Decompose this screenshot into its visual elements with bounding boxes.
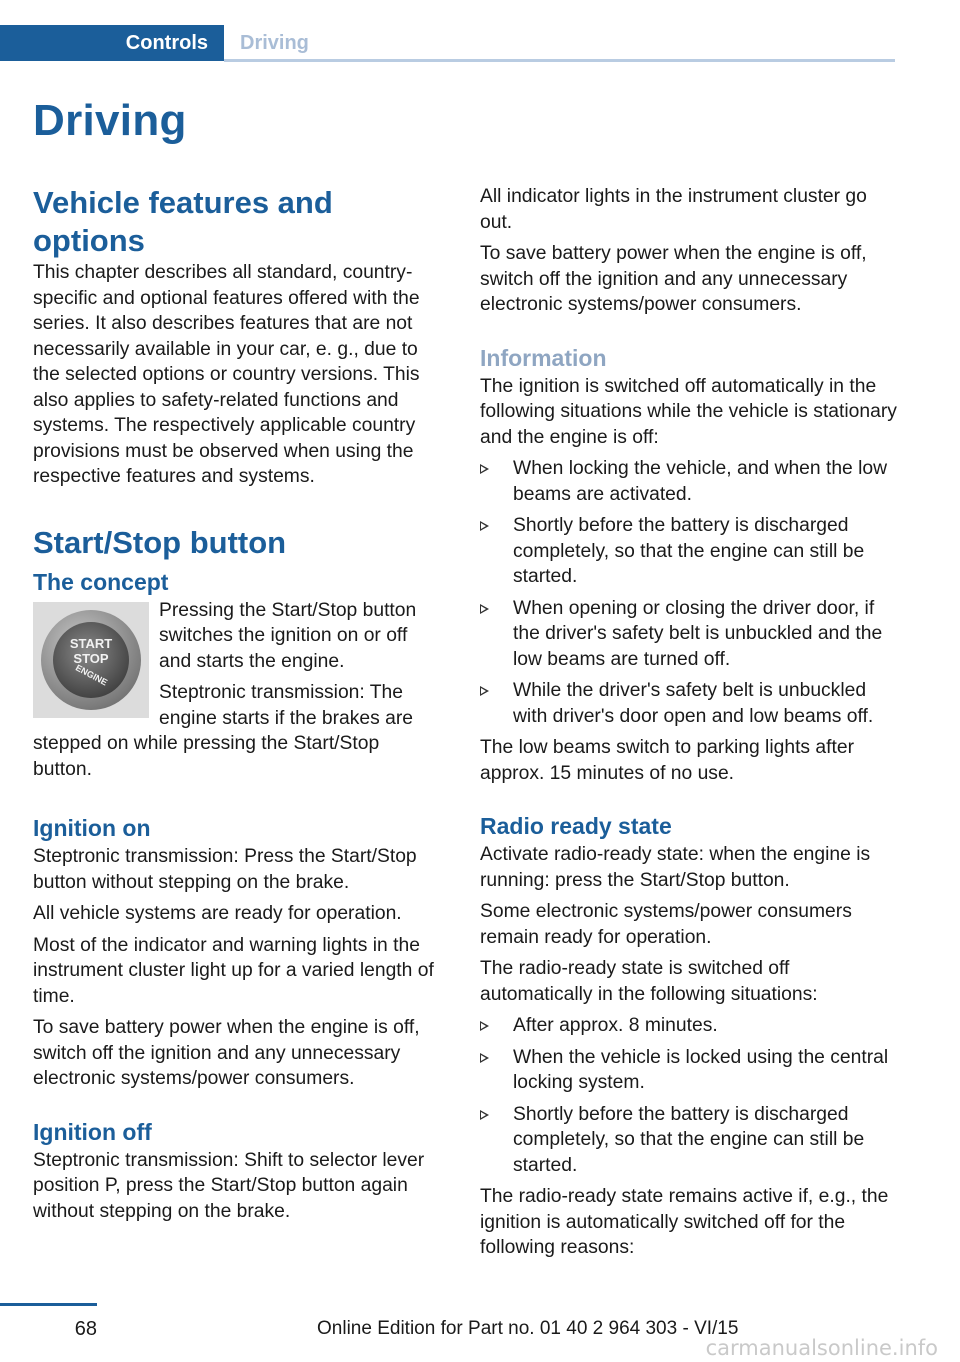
paragraph-radio-1: Activate radio-ready state: when the engine is running: press the Start/Stop button.	[480, 844, 871, 891]
button-text-engine: ENGINE	[73, 662, 109, 688]
list-item: When locking the vehicle, and when the low beams are activated.	[480, 456, 898, 507]
start-stop-engine-icon	[53, 622, 129, 698]
paragraph-features: This chapter describes all standard, country-specific and optional features offered with the series. It also describes features that are not necessarily available in your car, e. g., due to the selected options or country versions. This also applies to safety-related functions and systems. The respectively applicable country provisions must be observed when using the respective features and systems.	[33, 262, 420, 487]
paragraph-ignition-on-3: Most of the indicator and warning lights in the instrument cluster light up for a varied length of time.	[33, 934, 434, 1007]
tab-controls[interactable]: Controls	[0, 25, 224, 61]
tab-driving[interactable]: Driving	[240, 31, 309, 54]
page-title: Driving	[33, 96, 187, 145]
heading-ignition-off: Ignition off	[33, 1118, 152, 1145]
triangle-bullet-icon	[480, 1110, 489, 1120]
triangle-bullet-icon	[480, 1053, 489, 1063]
list-item: After approx. 8 minutes.	[480, 1013, 898, 1039]
paragraph-ignition-off-1: Steptronic transmission: Shift to selector lever position P, press the Start/Stop button again without stepping on the brake.	[33, 1149, 425, 1222]
button-text-stop: STOP	[73, 651, 109, 666]
heading-concept: The concept	[33, 568, 169, 595]
paragraph-concept-2: Steptronic transmission: The engine starts if the brakes are stepped on while pressing the Start/Stop button.	[33, 682, 414, 780]
triangle-bullet-icon	[480, 1021, 489, 1031]
triangle-bullet-icon	[480, 521, 489, 531]
list-item: When the vehicle is locked using the central locking system.	[480, 1045, 898, 1096]
concept-block	[33, 598, 443, 789]
paragraph-radio-4: The radio-ready state remains active if, e.g., the ignition is automatically switched off for the following reasons:	[480, 1186, 889, 1258]
list-item: Shortly before the battery is discharged completely, so that the engine can still be started.	[480, 513, 898, 590]
paragraph-radio-3: The radio-ready state is switched off automatically in the following situations:	[480, 958, 818, 1005]
right-column	[480, 184, 898, 1267]
start-stop-button-image	[33, 602, 149, 718]
header-bar	[0, 25, 895, 61]
paragraph-ignition-on-1: Steptronic transmission: Press the Start/Stop button without stepping on the brake.	[33, 846, 417, 893]
heading-information: Information	[480, 344, 607, 371]
paragraph-ignition-on-4: To save battery power when the engine is off, switch off the ignition and any unnecessary electronic systems/power consumers.	[33, 1017, 420, 1089]
paragraph-right-1: All indicator lights in the instrument cluster go out.	[480, 186, 867, 233]
list-item: When opening or closing the driver door, if the driver's safety belt is unbuckled and the low beams are turned off.	[480, 596, 898, 673]
button-text-start: START	[69, 636, 113, 651]
triangle-bullet-icon	[480, 604, 489, 614]
heading-ignition-on: Ignition on	[33, 815, 151, 841]
left-column	[33, 184, 443, 1230]
heading-vehicle-features: Vehicle features and options	[33, 185, 333, 258]
edition-note: Online Edition for Part no. 01 40 2 964 303 - VI/15	[317, 1318, 739, 1339]
paragraph-ignition-on-2: All vehicle systems are ready for operation.	[33, 903, 402, 924]
paragraph-concept-1: Pressing the Start/Stop button switches the ignition on or off and starts the engine.	[159, 599, 417, 672]
paragraph-low-beams: The low beams switch to parking lights after approx. 15 minutes of no use.	[480, 737, 855, 784]
information-list	[480, 456, 898, 729]
paragraph-radio-2: Some electronic systems/power consumers remain ready for operation.	[480, 901, 852, 948]
list-item: Shortly before the battery is discharged completely, so that the engine can still be started.	[480, 1102, 898, 1179]
list-item: While the driver's safety belt is unbuckled with driver's door open and low beams off.	[480, 678, 898, 729]
paragraph-information: The ignition is switched off automatically in the following situations while the vehicle is stationary and the engine is off:	[480, 375, 897, 448]
watermark: carmanualsonline.info	[705, 1336, 938, 1360]
heading-radio-ready: Radio ready state	[480, 813, 672, 839]
triangle-bullet-icon	[480, 464, 489, 474]
heading-start-stop: Start/Stop button	[33, 524, 287, 560]
page-number: 68	[74, 1318, 97, 1340]
paragraph-right-2: To save battery power when the engine is off, switch off the ignition and any unnecessary electronic systems/power consumers.	[480, 243, 867, 315]
header-divider	[224, 59, 895, 62]
footer-divider	[0, 1303, 97, 1306]
triangle-bullet-icon	[480, 686, 489, 696]
radio-list	[480, 1013, 898, 1178]
